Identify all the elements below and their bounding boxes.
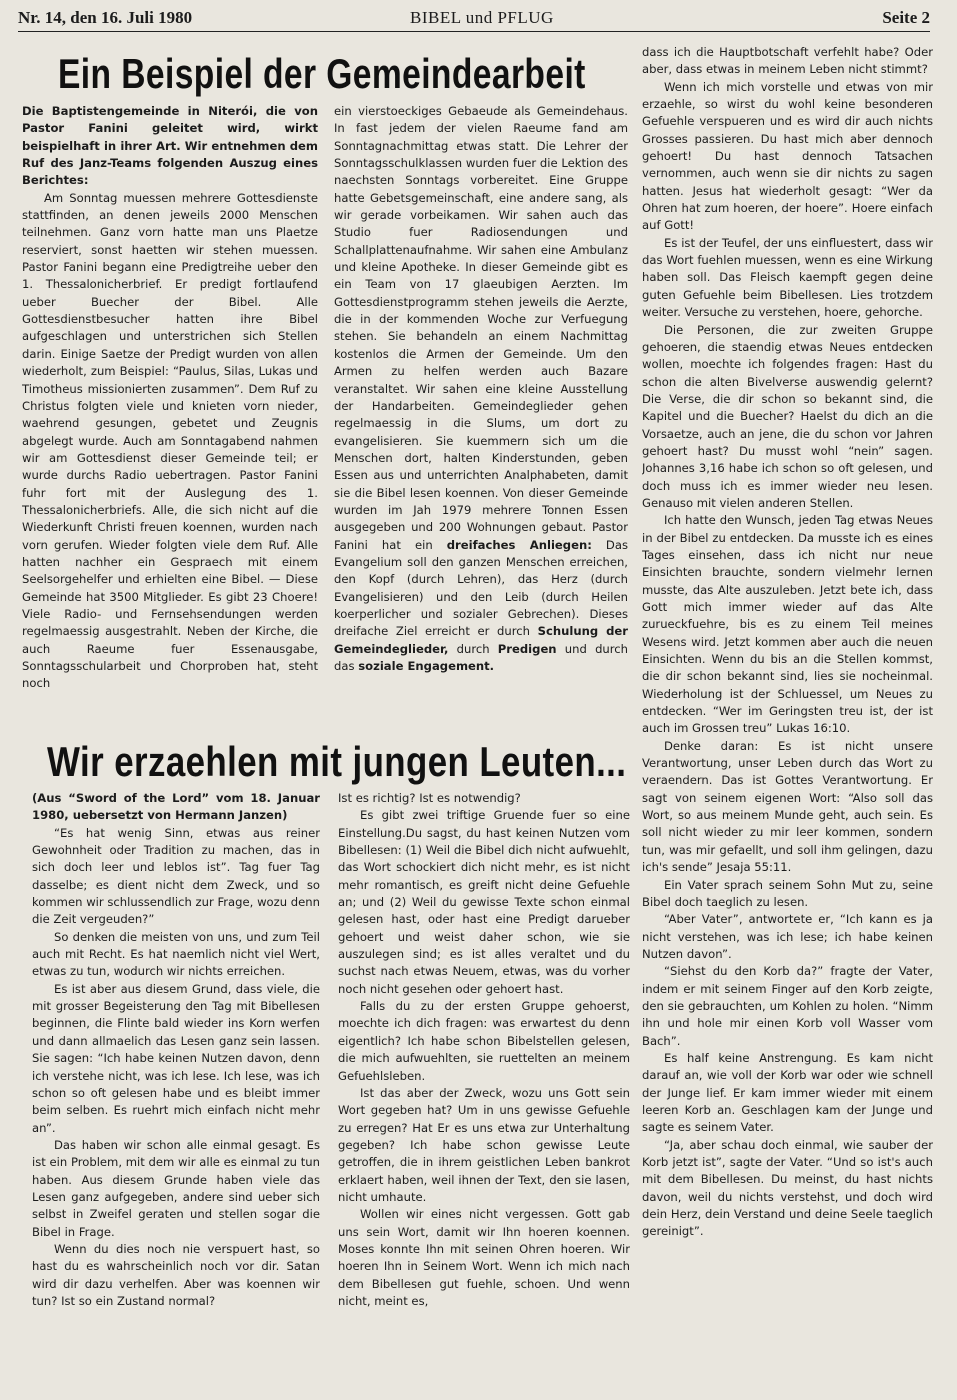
article2-column-3 (642, 44, 933, 1354)
article2-headline: Wir erzaehlen mit jungen Leuten... (47, 738, 627, 785)
article1-text: und durch das (334, 641, 628, 673)
article2-paragraph: Ein Vater sprach seinem Sohn Mut zu, seine Bibel doch taeglich zu lesen. (642, 877, 933, 909)
article2-paragraph: “Ja, aber schau doch einmal, wie sauber der Korb jetzt ist”, sagte der Vater. “Und so ist's auch mit dem Bibellesen. Du meinst, du hast nichts davon, weil du nichts verstehst, und doch wird dein Herz, dein Verstand und deine Seele taeglich gereinigt”. (642, 1137, 933, 1239)
article1-text: ein vierstoeckiges Gebaeude als Gemeindehaus. In fast jedem der vielen Raeume fand am Sonntagnachmittag etwas statt. Die Lehrer der Sonntagsschulklassen wurden fuer die Lektion des naechsten Sonntags vorbereitet. Eine Gruppe hatte Gebetsgemeinschaft, eine andere sang, als wir gerade vorbeikamen. Wir sahen auch das Studio fuer Radiosendungen und Schallplattenaufnahme. Wir sahen eine Ambulanz und kleine Apotheke. In dieser Gemeinde gibt es ein Team von 17 glaeubigen Aerzten. Im Gottesdienstprogramm stehen jeweils die Aerzte, die in der kommenden Woche zur Verfuegung stehen. Sie behandeln an einem Nachmittag kostenlos die Armen der Gemeinde. Um den Armen zu helfen werden auch Bazare veranstaltet. Wir sahen eine kleine Ausstellung der Handarbeiten. Gemeindeglieder gehen regelmaessig in die Slums, um dort zu evangelisieren. Sie kuemmern sich um die Menschen dort, halten Kinderstunden, geben Essen aus und unterrichten Analphabeten, damit sie die Bibel lesen koennen. Von dieser Gemeinde wurden im Jah 1979 mehrere Tonnen Essen ausgegeben und 200 Wohnungen gebaut. Pastor Fanini hat ein (334, 104, 628, 552)
article2-column-1 (32, 790, 320, 1362)
article2-paragraph: Ist es richtig? Ist es notwendig? (338, 791, 521, 805)
article1-text: durch (456, 641, 490, 656)
article2-paragraph: Das haben wir schon alle einmal gesagt. Es ist ein Problem, mit dem wir alle es einmal zu tun haben. Aus diesem Grunde haben viele das Lesen ganz aufgegeben, andere sind ueber sich selbst in Zweifel geraten und stellen sogar die Bibel in Frage. (32, 1137, 320, 1239)
article1-paragraph (334, 103, 628, 675)
article2-paragraph: Denke daran: Es ist nicht unsere Verantwortung, unser Leben durch das Wort zu veraendern. Das ist Gottes Verantwortung. Er sagt von seinem eigenen Wort: “Also soll das Wort, so aus meinem Munde geht, auch sein. Es soll nicht wieder zu mir leer kommen, sondern tun, was mir gefaellt, und soll ihm gelingen, dazu ich's sende” Jesaja 55:11. (642, 738, 933, 875)
article2-column-2 (338, 790, 630, 1362)
issue-date: Nr. 14, den 16. Juli 1980 (18, 8, 193, 27)
article2-paragraph: Falls du zu der ersten Gruppe gehoerst, moechte ich dich fragen: was erwartest du denn eigentlich? Ich habe schon Bibelstellen gelesen, die mich aufwuehlten, sie ruettelten an meinem Gefuehlsleben. (338, 999, 630, 1083)
article1-paragraph: Am Sonntag muessen mehrere Gottesdienste stattfinden, an denen jeweils 2000 Menschen teilnehmen. Ganz vorn hatte man uns Plaetze reserviert, sonst haetten wir stehen muessen. Pastor Fanini begann eine Predigtreihe ueber den 1. Thessalonicherbrief. Er predigt fortlaufend ueber Buecher der Bibel. Alle Gottesdienstbesucher hatten ihre Bibel aufgeschlagen und unterstrichen sich Stellen darin. Einige Saetze der Predigt wurden von allen wiederholt, zum Beispiel: “Paulus, Silas, Lukas und Timotheus missionierten zusammen”. Dem Ruf zu Christus folgten viele und knieten vorn nieder, waehrend gesungen, gebetet und Zeugnis abgelegt wurde. Auch am Sonntagabend nahmen wir am Gottesdienst dieser Gemeinde teil; er wurde durchs Radio uebertragen. Pastor Fanini fuhr fort mit der Auslegung des 1. Thessalonicherbriefs. Alle, die sich nicht auf die Wiederkunft Christi freuen koennen, wurden nach vorn gerufen. Wieder folgten viele dem Ruf. Alle hatten nachher ein Gespraech mit einem Seelsorgehelfer und erhielten eine Bibel. — Diese Gemeinde hat 3500 Mitglieder. Es gibt 23 Choere! Viele Radio- und Fernsehsendungen werden regelmaessig ausgestrahlt. Neben der Kirche, die auch Raeume fuer Essenausgabe, Sonntagsschularbeit und Chorproben hat, steht noch (22, 190, 318, 691)
article2-paragraph: Es ist aber aus diesem Grund, dass viele, die mit grosser Begeisterung den Tag mit Bibellesen beginnen, die Flinte bald wieder ins Korn werfen und dann allmaelich das Lesen ganz sein lassen. Sie sagen: “Ich habe keinen Nutzen davon, denn ich verstehe nicht, was ich lese. Ich lese, was ich schon so oft gelesen habe und es bleibt immer beim selben. Es ruehrt mich einfach nicht mehr an”. (32, 981, 320, 1135)
article2-paragraph: “Aber Vater”, antwortete er, “Ich kann es ja nicht verstehen, was ich lese; ich habe keinen Nutzen davon”. (642, 912, 933, 961)
bold-phrase: Predigen (497, 641, 557, 656)
article2-paragraph: “Es hat wenig Sinn, etwas aus reiner Gewohnheit oder Tradition zu machen, das in sich doch leer und leblos ist”. Tag fuer Tag dasselbe; es dient nicht dem Zweck, und so kommen wir schlussendlich zur Frage, wozu denn die Zeit vergeuden?” (32, 825, 320, 927)
article2-paragraph: So denken die meisten von uns, und zum Teil auch mit Recht. Es hat naemlich nicht viel Wert, etwas zu tun, wodurch wir nichts erreichen. (32, 929, 320, 979)
article2-paragraph: Wenn ich mich vorstelle und etwas von mir erzaehle, so wirst du wohl keine besonderen Gefuehle verspueren und es wird dir auch nichts Grosses passieren. Du hast mich aber dennoch gehoert! Du hast dennoch Tatsachen vernommen, auch wenn sie dir nichts zu sagen hatten. Jesus hat wiederholt gesagt: “Wer da Ohren hat zum hoeren, der hoere”. Hoere einfach auf Gott! (642, 79, 933, 233)
article1-column-2 (334, 103, 628, 723)
article2-paragraph: Wollen wir eines nicht vergessen. Gott gab uns sein Wort, damit wir Ihn hoeren koennen. Moses konnte Ihn mit seinen Ohren hoeren. Wir hoeren Ihn in Seinem Wort. Wenn ich mich nach dem Bibellesen gut fuehle, schoen. Und wenn nicht, meint es, (338, 1207, 630, 1308)
article2-paragraph: Die Personen, die zur zweiten Gruppe gehoeren, die staendig etwas Neues entdecken wollen, moechte ich folgendes fragen: Hast du schon die alten Bivelverse auswendig gelernt? Die Verse, die dir schon so bekannt sind, die Kapitel und die Buecher? Haelst du dich an die Vorsaetze, auch an jene, die du schon vor Jahren gehoert hast? Du musst wohl “nein” sagen. Johannes 3,16 habe ich schon so oft gelesen, und doch muss ich es immer wieder neu lesen. Genauso mit vielen anderen Stellen. (642, 322, 933, 510)
article2-paragraph: “Siehst du den Korb da?” fragte der Vater, indem er mit seinem Finger auf den Korb zeigte, den sie gebrauchten, um Kohlen zu holen. “Nimm ihn und hole mir einen Korb voll Wasser vom Bach”. (642, 964, 933, 1048)
article2-paragraph: Ich hatte den Wunsch, jeden Tag etwas Neues in der Bibel zu entdecken. Da musste ich es eines Tages einsehen, dass ich nicht nur neue Einsichten brauchte, sondern vielmehr lernen musste, das Alte auszuleben. Jetzt bete ich, dass Gott mich immer wieder auf das Alte zurueckfuehre, bis es zu einem Teil meines Wesens wird. Jetzt kommen aber auch die neuen Einsichten. Wenn du bis an die Stellen kommst, die dir schon bekannt sind, lies sie nocheinmal. Wiederholung ist der Schluessel, um Neues zu entdecken. “Wer im Geringsten treu ist, der ist auch im Grossen treu” Lukas 16:10. (642, 513, 933, 736)
article2-paragraph: dass ich die Hauptbotschaft verfehlt habe? Oder aber, dass etwas in meinem Leben nicht stimmt? (642, 45, 933, 77)
article2-paragraph: Es gibt zwei triftige Gruende fuer so eine Einstellung.Du sagst, du hast keinen Nutzen vom Bibellesen: (1) Weil die Bibel dich nicht aufwuehlt, das Wort schockiert dich nicht mehr, es ist nicht mehr romantisch, es greift nicht deine Gefuehle an; und (2) Weil du gewisse Texte schon einmal gelesen hast, oder hast eine Predigt darueber gehoert und weist daher schon, wie sie auszulegen sind; es ist alles veraltet und du suchst nach etwas Neuem, etwas, was du vorher noch nicht gesehen oder gehoert hast. (338, 808, 630, 996)
article1-column-1 (22, 103, 318, 723)
article1-headline: Ein Beispiel der Gemeindearbeit (58, 50, 586, 97)
article2-paragraph: Ist das aber der Zweck, wozu uns Gott sein Wort gegeben hat? Um in uns gewisse Gefuehle zu erregen? Hat Er es uns etwa zur Unterhaltung gegeben? Ich habe schon gewisse Leute getroffen, die in ihrem geistlichen Leben bankrot erklaert haben, weil ihnen der Text, den sie lasen, nicht umhaute. (338, 1085, 630, 1204)
article1-lead: Die Baptistengemeinde in Niterói, die von Pastor Fanini geleitet wird, wirkt beispielhaft in ihrer Art. Wir entnehmen dem Ruf des Janz-Teams folgenden Auszug eines Berichtes: (22, 104, 318, 188)
bold-phrase: soziale Engagement. (358, 659, 495, 673)
bold-phrase: dreifaches Anliegen: (446, 537, 592, 552)
header-rule (18, 31, 930, 32)
article2-paragraph: Es half keine Anstrengung. Es kam nicht darauf an, wie voll der Korb war oder wie schnell der Junge lief. Er kam immer wieder mit einem leeren Korb an. Geschlagen kam der Junge und sagte es seinem Vater. (642, 1050, 933, 1135)
article1-text: Das Evangelium soll den ganzen Menschen erreichen, den Kopf (durch Lehren), das Herz (durch Evangelisieren) und den Leib (durch Heilen koerperlicher und sozialer Gebrechen). Dieses dreifache Ziel erreicht er durch (334, 537, 628, 639)
article2-lead: (Aus “Sword of the Lord” vom 18. Januar 1980, uebersetzt von Hermann Janzen) (32, 791, 320, 823)
page-number: Seite 2 (882, 8, 930, 27)
page-header (18, 6, 930, 30)
article2-paragraph: Es ist der Teufel, der uns einfluestert, dass wir das Wort fuehlen muessen, wenn es eine Wirkung haben soll. Das Fleisch kaempft gegen deine guten Gefuehle beim Bibellesen. Lies trotzdem weiter. Versuche zu verstehen, hoere, gehorche. (642, 235, 933, 320)
publication-title: BIBEL und PFLUG (410, 8, 554, 27)
article2-paragraph: Wenn du dies noch nie verspuert hast, so hast du es wahrscheinlich noch vor dir. Satan wird dir dazu verhelfen. Aber was koennen wir tun? Ist so ein Zustand normal? (32, 1241, 320, 1308)
bold-phrase: Schulung der Gemeindeglieder, (334, 624, 628, 656)
